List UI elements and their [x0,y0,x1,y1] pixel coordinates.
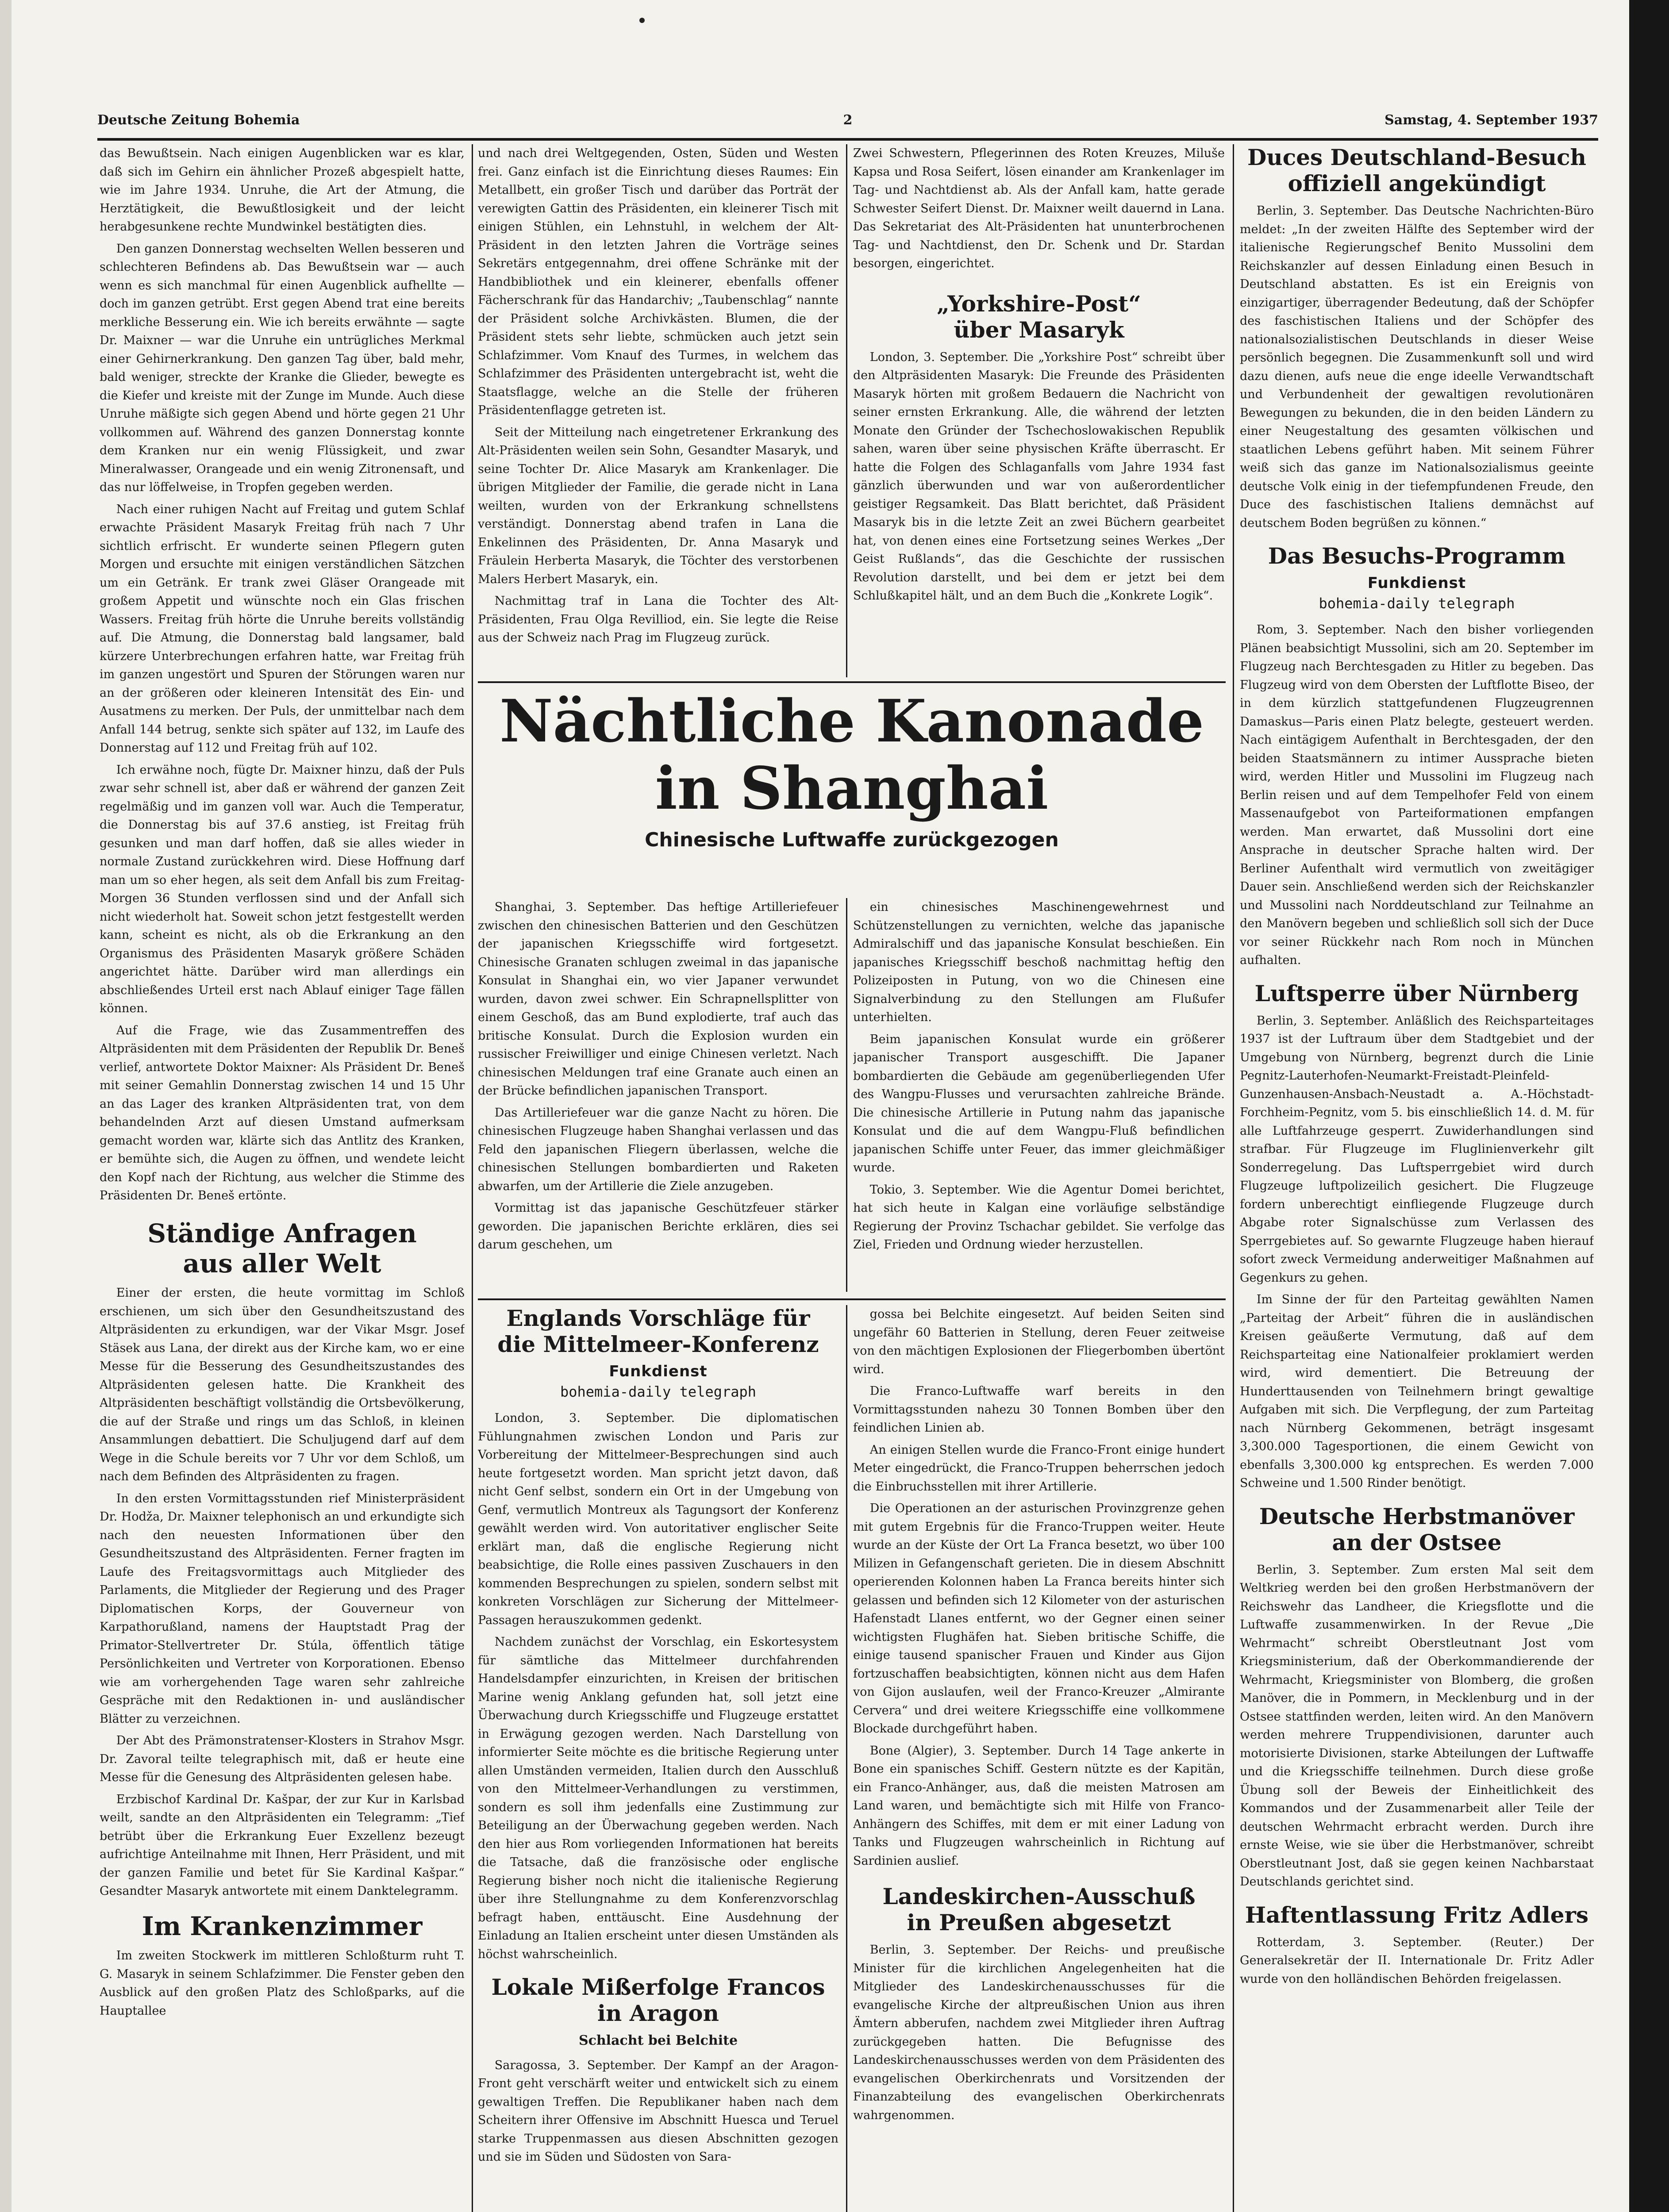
paragraph: Erzbischof Kardinal Dr. Kašpar, der zur Kur in Karlsbad weilt, sandte an den Altpräsidenten ein Telegramm: „Tief betrübt über die Erkrankung Euer Exzellenz bezeugt aufrichtige Anteilnahme mit Ihnen, Herr Präsident, und mit der ganzen Familie und betet für Sie Kardinal Kašpar.“ Gesandter Masaryk antwortete mit einem Danktelegramm. [100,1792,465,1898]
column-2-top [478,144,838,677]
paragraph: Im zweiten Stockwerk im mittleren Schloßturm ruht T. G. Masaryk in seinem Schlafzimmer. Die Fenster geben den Ausblick auf den großen Platz des Schloßparks, auf die Hauptallee [100,1949,465,2018]
headline-line: in Preußen abgesetzt [907,1909,1171,1936]
paragraph: Nachmittag traf in Lana die Tochter des Alt-Präsidenten, Frau Olga Revilliod, ein. Sie legte die Reise aus der Schweiz nach Prag im Flugzeug zurück. [478,594,838,645]
headline-line: in Aragon [597,2000,719,2026]
headline-programm: Das Besuchs-Programm [1268,543,1566,569]
paragraph: Rotterdam, 3. September. (Reuter.) Der Generalsekretär der II. Internationale Dr. Fritz Adler wurde von den holländischen Behörden freigelassen. [1240,1935,1594,1986]
paragraph: Berlin, 3. September. Anläßlich des Reichsparteitages 1937 ist der Luftraum über dem Stadtgebiet und der Umgebung von Nürnberg, begrenzt durch die Linie Pegnitz-Lauterhofen-Neumarkt-Freistadt-Pleinfeld-Gunzenhausen-Ansbach-Neustadt a. A.-Höchstadt-Forchheim-Pegnitz, vom 5. bis einschließlich 14. d. M. für alle Luftfahrzeuge gesperrt. Zuwiderhandlungen sind strafbar. Für Flugzeuge im Fluglinienverkehr gilt Sonderregelung. Das Luftsperrgebiet wird durch Flugzeuge luftpolizeilich gesichert. Die Flugzeuge fordern unberechtigt einfliegende Flugzeuge durch Abgabe roter Signalschüsse zum Verlassen des Sperrgebietes auf. So gewarnte Flugzeuge haben hierauf sofort zweck Vermeidung anderweitiger Maßnahmen auf Gegenkurs zu gehen. [1240,1014,1594,1285]
paragraph: Einer der ersten, die heute vormittag im Schloß erschienen, um sich über den Gesundheitszustand des Altpräsidenten zu erkundigen, war der Vikar Msgr. Josef Stäsek aus Lana, der direkt aus der Kirche kam, wo er eine Messe für die Besserung des Gesundheitszustandes des Altpräsidenten gelesen hatte. Die Krankheit des Altpräsidenten beschäftigt vollständig die Ortsbevölkerung, die auf der Straße und rings um das Schloß, in kleinen Ansammlungen debattiert. Die Schuljugend darf auf dem Wege in die Schule bereits vor 7 Uhr vor dem Schloß, um nach dem Befinden des Altpräsidenten zu fragen. [100,1286,465,1484]
paragraph: An einigen Stellen wurde die Franco-Front einige hundert Meter eingedrückt, die Franco-Truppen beherrschen jedoch die Einbruchsstellen mit ihrer Artillerie. [853,1443,1225,1494]
paragraph: Die Operationen an der asturischen Provinzgrenze gehen mit gutem Ergebnis für die Franco-Truppen weiter. Heute wurde an der Küste der Ort La Franca besetzt, wo über 100 Milizen in Gefangenschaft gerieten. Die in diesem Abschnitt operierenden Kolonnen haben La Franca bereits hinter sich gelassen und befinden sich 12 Kilometer von der asturischen Hafenstadt Llanes entfernt, wo der Gegner einen seiner wichtigsten Flughäfen hat. Sieben britische Schiffe, die einige tausend spanischer Frauen und Kinder aus Gijon fortzuschaffen beabsichtigten, können nicht aus dem Hafen von Gijon auslaufen, weil der Franco-Kreuzer „Almirante Cervera“ und drei weitere Kriegsschiffe eine vollkommene Blockade durchgeführt haben. [853,1502,1225,1736]
paragraph: London, 3. September. Die „Yorkshire Post“ schreibt über den Altpräsidenten Masaryk: Die Freunde des Präsidenten Masaryk hörten mit großem Bedauern die Nachricht von seiner ernsten Erkrankung. Alle, die während der letzten Monate den Gründer der Tschechoslowakischen Republik sahen, waren über seine physischen Kräfte überrascht. Er hatte die Folgen des Schlaganfalls vom Jahre 1934 fast gänzlich überwunden und war von außerordentlicher geistiger Regsamkeit. Das Blatt berichtet, daß Präsident Masaryk bis in die letzte Zeit an zwei Büchern gearbeitet hat, von denen eines eine Fortsetzung seines Werkes „Der Geist Rußlands“, das die Geschichte der russischen Revolution darstellt, und bei dem er jetzt bei dem Schlußkapitel hält, und an dem Buch die „Konkrete Logik“. [853,350,1225,603]
issue-date: Samstag, 4. September 1937 [1384,112,1598,128]
paragraph: Berlin, 3. September. Das Deutsche Nachrichten-Büro meldet: „In der zweiten Hälfte des September wird der italienische Regierungschef Benito Mussolini dem Reichskanzler auf dessen Einladung einen Besuch in Deutschland abstatten. Es ist ein Ereignis von einzigartiger, überragender Bedeutung, daß der Schöpfer des faschistischen Italiens und der Schöpfer des nationalsozialistischen Deutschlands in dieser Weise persönlich begegnen. Die Zusammenkunft soll und wird dazu dienen, aufs neue die enge ideelle Verwandtschaft und Verbundenheit der gewaltigen revolutionären Bewegungen zu bekunden, die in den beiden Ländern zu einer Neugestaltung des gesamten völkischen und staatlichen Lebens geführt haben. Mit seinem Führer weiß sich das ganze im Nationalsozialismus geeinte deutsche Volk einig in der tiefempfundenen Freude, den Duce des faschistischen Italiens demnächst auf deutschem Boden begrüßen zu können.“ [1240,204,1594,530]
headline-anfragen [100,1218,465,1279]
headline-yorkshire [853,291,1225,343]
headline-england [478,1305,838,1357]
headline-nuernberg: Luftsperre über Nürnberg [1254,980,1579,1006]
column-rule [472,144,473,2212]
headline-line: Deutsche Herbstmanöver [1259,1503,1575,1529]
headline-duce [1240,144,1594,196]
headline-line: Englands Vorschläge für [506,1305,810,1331]
column-rule [1233,144,1234,2212]
section-rule [478,1298,1226,1300]
paragraph: Seit der Mitteilung nach eingetretener Erkrankung des Alt-Präsidenten weilen sein Sohn, Gesandter Masaryk, und seine Tochter Dr. Alice Masaryk am Krankenlager. Die übrigen Mitglieder der Familie, die gerade nicht in Lana weilten, wurden von der Erkrankung schnellstens verständigt. Donnerstag abend trafen in Lana die Enkelinnen des Präsidenten, Dr. Anna Masaryk und Fräulein Herberta Masaryk, die Töchter des verstorbenen Malers Herbert Masaryk, ein. [478,425,838,586]
col1-lead-text [100,144,465,1205]
scan-speck [639,18,645,23]
paragraph: Den ganzen Donnerstag wechselten Wellen besseren und schlechteren Befindens ab. Das Bewußtsein war — auch wenn es sich manchmal für einen Augenblick aufhellte — doch im ganzen getrübt. Erst gegen Abend trat eine bereits merkliche Besserung ein. Wie ich bereits erwähnte — sagte Dr. Maixner — war die Unruhe ein untrügliches Merkmal einer Gehirnerkrankung. Den ganzen Tag über, bald mehr, bald weniger, streckte der Kranke die Glieder, bewegte es die Kiefer und kreiste mit der Zunge im Munde. Auch diese Unruhe mäßigte sich gegen Abend und hörte gegen 21 Uhr vollkommen auf. Während des ganzen Donnerstag konnte dem Kranken nur ein wenig Flüssigkeit, und zwar Mineralwasser, Orangeade und ein wenig Zitronensaft, und das nur löffelweise, in Tropfen gegeben werden. [100,242,465,494]
paragraph: Tokio, 3. September. Wie die Agentur Domei berichtet, hat sich heute in Kalgan eine vorläufige selbständige Regierung der Provinz Tschachar gebildet. Sie verfolge das Ziel, Frieden und Ordnung wieder herzustellen. [853,1183,1225,1252]
headline-line: aus aller Welt [183,1248,381,1279]
column-rule [846,144,847,677]
column-rule [846,898,847,1292]
headline-line: die Mittelmeer-Konferenz [497,1331,819,1357]
paragraph: Ich erwähne noch, fügte Dr. Maixner hinzu, daß der Puls zwar sehr schnell ist, aber daß er während der ganzen Zeit regelmäßig und im ganzen voll war. Auch die Temperatur, die Donnerstag bis auf 37.6 anstieg, ist Freitag früh gesunken und man darf hoffen, daß sie alles wieder in normale Zustand zurückkehren wird. Diese Hoffnung darf man um so eher hegen, als seit dem Anfall bis zum Freitag-Morgen 36 Stunden verflossen sind und der Anfall sich nicht wiederholt hat. Soweit schon jetzt festgestellt werden kann, scheint es nicht, als ob die Erkrankung an den Organismus des Präsidenten Masaryk größere Schäden angerichtet hätte. Darüber wird man allerdings ein abschließendes Urteil erst nach Ablauf einiger Tage fällen können. [100,763,465,1015]
paragraph: das Bewußtsein. Nach einigen Augenblicken war es klar, daß sich im Gehirn ein ähnlicher Prozeß abgespielt hatte, wie im Jahre 1934. Unruhe, die Art der Atmung, die Herztätigkeit, die Bewußtlosigkeit und der leicht herabgesunkene rechte Mundwinkel bestätigten dies. [100,146,465,234]
wire-service-name: bohemia-daily telegraph [1319,595,1515,612]
column-4 [1240,144,1594,2212]
page-number: 2 [843,112,853,128]
shanghai-right-text [853,898,1225,1292]
paragraph: Berlin, 3. September. Der Reichs- und preußische Minister für die kirchlichen Angelegenheiten hat die Mitglieder des Landeskirchenausschusses für die evangelische Kirche der altpreußischen Union aus ihren Ämtern abberufen, nachdem zwei Mitglieder ihren Auftrag zurückgegeben hatten. Die Befugnisse des Landeskirchenausschusses werden von dem Präsidenten des evangelischen Oberkirchenrats und Vorsitzenden der Finanzabteilung des evangelischen Oberkirchenrats wahrgenommen. [853,1943,1225,2122]
paragraph: In den ersten Vormittagsstunden rief Ministerpräsident Dr. Hodža, Dr. Maixner telephonisch an und erkundigte sich nach den neuesten Informationen über den Gesundheitszustand des Altpräsidenten. Ferner fragten im Laufe des Freitagsvormittags auch Mitglieder des Parlaments, die Mitglieder der Regierung und des Prager Diplomatischen Korps, der Gouverneur von Karpathorußland, namens der Hauptstadt Prag der Primator-Stellvertreter Dr. Stúla, öffentlich tätige Persönlichkeiten und Vertreter von Korporationen. Ebenso wie am vorhergehenden Tage waren sehr zahlreiche Gespräche mit den Redaktionen in- und ausländischer Blätter zu verzeichnen. [100,1491,465,1726]
headline-line: Ständige Anfragen [147,1218,417,1248]
page-header [97,103,1598,138]
banner-headline-line-1: Nächtliche Kanonade [499,687,1204,756]
column-1 [100,144,465,2212]
paragraph: Im Sinne der für den Parteitag gewählten Namen „Parteitag der Arbeit“ führen die in ausländischen Kreisen geäußerte Vermutung, daß auf dem Reichsparteitag eine Nationalfeier proklamiert werden wird, wird dementiert. Die Betreuung der Hunderttausenden von Teilnehmern bringt gewaltige Aufgaben mit sich. Die Verpflegung, der zum Parteitag nach Nürnberg Gekommenen, beträgt insgesamt 3,300.000 Tagesportionen, die einem Gewicht von ebenfalls 3,300.000 kg entsprechen. Es werden 7.000 Schweine und 1.500 Rinder benötigt. [1240,1293,1594,1490]
headline-line: an der Ostsee [1332,1529,1502,1555]
paragraph: Berlin, 3. September. Zum ersten Mal seit dem Weltkrieg werden bei den großen Herbstmanövern der Reichswehr das Landheer, die Kriegsflotte und die Luftwaffe zusammenwirken. In der Revue „Die Wehrmacht“ schreibt Oberstleutnant Jost vom Kriegsministerium, daß der Oberkommandierende der Wehrmacht, Kriegsminister von Blomberg, die großen Manöver, die in Pommern, in Mecklenburg und in der Ostsee stattfinden werden, leiten wird. An den Manövern werden mehrere Truppendivisionen, darunter auch motorisierte Divisionen, starke Abteilungen der Luftwaffe und die Kriegsschiffe teilnehmen. Durch diese große Übung soll der Beweis der Einheitlichkeit des Kommandos und der Zusammenarbeit aller Teile der deutschen Wehrmacht erbracht werden. Durch ihre ernste Weise, wie sie über die Herbstmanöver, schreibt Oberstleutnant Jost, daß sie gegen keinen Nachbarstaat Deutschlands gerichtet sind. [1240,1563,1594,1889]
paragraph: Der Abt des Prämonstratenser-Klosters in Strahov Msgr. Dr. Zavoral teilte telegraphisch mit, daß er heute eine Messe für die Genesung des Altpräsidenten gelesen habe. [100,1734,465,1785]
scan-edge-left [0,0,12,2212]
shanghai-banner [478,688,1226,909]
headline-adler: Haftentlassung Fritz Adlers [1245,1901,1589,1928]
paragraph: Saragossa, 3. September. Der Kampf an der Aragon-Front geht verschärft weiter und entwickelt sich zu einem gewaltigen Treffen. Die Republikaner haben nach dem Scheitern ihrer Offensive im Abschnitt Huesca und Teruel starke Truppenmassen aus diesen Abschnitten gezogen und sie im Süden und Südosten von Sara- [478,2058,838,2164]
paragraph: ein chinesisches Maschinengewehrnest und Schützenstellungen zu vernichten, welche das japanische Admiralschiff und das japanische Konsulat beschießen. Ein japanisches Kriegsschiff beschoß nachmittag heftig den Polizeiposten in Putung, von wo die Chinesen eine Signalverbindung zu den Stellungen am Flußufer unterhielten. [853,900,1225,1024]
paragraph: Bone (Algier), 3. September. Durch 14 Tage ankerte in Bone ein spanisches Schiff. Gestern nützte es der Kapitän, ein Franco-Anhänger, aus, daß die meisten Matrosen am Land waren, und bemächtigte sich mit Hilfe von Franco-Anhängern des Schiffes, mit dem er mit einer Ladung von Tanks und Flugzeugen wahrscheinlich in Richtung auf Sardinien auslief. [853,1743,1225,1868]
paragraph: Nach einer ruhigen Nacht auf Freitag und gutem Schlaf erwachte Präsident Masaryk Freitag früh nach 7 Uhr sichtlich erfrischt. Er wunderte seinen Pflegern guten Morgen und ersuchte mit einigen verständlichen Sätzchen um ein Getränk. Er trank zwei Gläser Orangeade mit großem Appetit und wünschte noch ein Glas frischen Wassers. Freitag früh hörte die Unruhe bereits vollständig auf. Die Atmung, die Donnerstag bald langsamer, bald kürzere Unterbrechungen erfahren hatte, war Freitag früh im ganzen ungestört und Spuren der Störungen waren nur an der größeren oder kleineren Intensität des Ein- und Ausatmens zu merken. Der Puls, der unmittelbar nach dem Anfall 144 betrug, senkte sich später auf 132, im Laufe des Donnerstag auf 112 und Freitag früh auf 102. [100,502,465,755]
headline-line: Duces Deutschland-Besuch [1247,144,1586,170]
wire-service: Funkdienst [1367,574,1466,592]
newspaper-name: Deutsche Zeitung Bohemia [97,112,300,128]
aragon-column [853,1305,1225,2212]
paragraph: Die Franco-Luftwaffe warf bereits in den Vormittagsstunden nahezu 30 Tonnen Bomben über den feindlichen Linien ab. [853,1384,1225,1435]
headline-krankenzimmer: Im Krankenzimmer [142,1911,423,1941]
shanghai-left-text [478,898,838,1292]
wire-service: Funkdienst [609,1363,708,1380]
headline-landeskirchen [853,1883,1225,1936]
paragraph: Auf die Frage, wie das Zusammentreffen des Altpräsidenten mit dem Präsidenten der Republik Dr. Beneš verlief, antwortete Doktor Maixner: Als Präsident Dr. Beneš mit seiner Gemahlin Donnerstag zwischen 14 und 15 Uhr an das Lager des kranken Altpräsidenten trat, von dem behandelnden Arzt auf diesen Umstand aufmerksam gemacht worden war, klärte sich das Antlitz des Kranken, er bemühte sich, die Augen zu öffnen, und wendete leicht den Kopf nach der Richtung, aus welcher die Stimme des Präsidenten Dr. Beneš ertönte. [100,1023,465,1202]
paragraph: Shanghai, 3. September. Das heftige Artilleriefeuer zwischen den chinesischen Batterien und den Geschützen der japanischen Kriegsschiffe wird fortgesetzt. Chinesische Granaten schlugen zweimal in das japanische Konsulat in Shanghai ein, wo vier Japaner verwundet wurden, davon zwei schwer. Ein Schrapnellsplitter von einem Geschoß, das am Bund explodierte, traf auch das britische Konsulat. Durch die Explosion wurden ein russischer Freiwilliger und einige Chinesen verletzt. Nach chinesischen Meldungen traf eine Granate auch einen an der Brücke befindlichen japanischen Transport. [478,900,838,1098]
paragraph: Das Artilleriefeuer war die ganze Nacht zu hören. Die chinesischen Flugzeuge haben Shanghai verlassen und das Feld den japanischen Fliegern überlassen, welche die chinesischen Stellungen bombardierten und Raketen abwarfen, um der Artillerie die Ziele anzugeben. [478,1106,838,1193]
column-3-top [853,144,1225,677]
banner-deck: Chinesische Luftwaffe zurückgezogen [645,828,1059,851]
headline-line: offiziell angekündigt [1288,170,1546,196]
paragraph: Rom, 3. September. Nach den bisher vorliegenden Plänen beabsichtigt Mussolini, sich am 20. September im Flugzeug nach Berchtesgaden zu Hitler zu begeben. Das Flugzeug wird von dem Obersten der Luftflotte Biseo, der in dem kürzlich stattgefundenen Flugzeugrennen Damaskus—Paris einen Platz belegte, gesteuert werden. Nach eintägigem Aufenthalt in Berchtesgaden, der den beiden Staatsmännern zu intimer Aussprache bieten wird, werden Hitler und Mussolini im Flugzeug nach Berlin reisen und auf dem Tempelhofer Feld von einem Massenaufgebot von Parteiformationen empfangen werden. Man erwartet, daß Mussolini dort eine Ansprache in deutscher Sprache halten wird. Der Berliner Aufenthalt wird vermutlich von zweitägiger Dauer sein. Anschließend werden sich der Reichskanzler und Mussolini nach Norddeutschland zur Teilnahme an den Manövern begeben und schließlich soll sich der Duce vor seiner Rückkehr nach Rom noch in München aufhalten. [1240,623,1594,967]
paragraph: London, 3. September. Die diplomatischen Fühlungnahmen zwischen London und Paris zur Vorbereitung der Mittelmeer-Besprechungen sind auch heute fortgesetzt worden. Man spricht jetzt davon, daß nicht Genf selbst, sondern ein Ort in der Umgebung von Genf, vermutlich Montreux als Tagungsort der Konferenz gewählt werden wird. Von autoritativer englischer Seite erklärt man, daß die englische Regierung nicht beabsichtige, die Rolle eines passiven Zuschauers in den kommenden Besprechungen zu spielen, sondern selbst mit konkreten Vorschlägen zur Sicherung der Mittelmeer-Passagen herauszukommen gedenkt. [478,1411,838,1627]
england-column [478,1305,838,2212]
paragraph: gossa bei Belchite eingesetzt. Auf beiden Seiten sind ungefähr 60 Batterien in Stellung, deren Feuer zeitweise von den mächtigen Explosionen der Fliegerbomben übertönt wird. [853,1307,1225,1376]
paragraph: und nach drei Weltgegenden, Osten, Süden und Westen frei. Ganz einfach ist die Einrichtung dieses Raumes: Ein Metallbett, ein großer Tisch und darüber das Porträt der verewigten Gattin des Präsidenten, ein kleinerer Tisch mit einigen Stühlen, ein Lehnstuhl, in welchem der Alt-Präsident in den letzten Jahren die Vorträge seines Sekretärs entgegennahm, drei offene Schränke mit der Handbibliothek und ein kleinerer, ebenfalls offener Fächerschrank für das Handarchiv; „Taubenschlag“ nannte der Präsident solche Archivkästen. Blumen, die der Präsident stets sehr liebte, schmücken auch jetzt sein Schlafzimmer. Vom Knauf des Turmes, in welchem das Schlafzimmer des Präsidenten untergebracht ist, weht die Staatsflagge, welche an die Stelle der früheren Präsidentenflagge getreten ist. [478,146,838,417]
headline-line: Landeskirchen-Ausschuß [882,1883,1196,1909]
headline-franco [478,1974,838,2026]
paragraph: Nachdem zunächst der Vorschlag, ein Eskortesystem für sämtliche das Mittelmeer durchfahrenden Handelsdampfer einzurichten, in Kreisen der britischen Marine wenig Anklang gefunden hat, soll jetzt eine Überwachung durch Kriegsschiffe und Flugzeuge erstattet in Erwägung gezogen werden. Nach Darstellung von informierter Seite möchte es die britische Regierung unter allen Umständen vermeiden, Italien durch den Ausschluß von den Mittelmeer-Verhandlungen zu verstimmen, sondern es soll ihm jedenfalls eine Zustimmung zur Beteiligung an der Überwachung gegeben werden. Nach den hier aus Rom vorliegenden Informationen hat bereits die Tatsache, daß die französische oder englische Regierung bisher noch nicht die italienische Regierung über ihre Stellungnahme zu dem Konferenzvorschlag befragt haben, enttäuscht. Eine Ausdehnung der Einladung an Italien erscheint unter diesen Umständen als höchst wahrscheinlich. [478,1635,838,1961]
banner-top-rule [478,681,1226,683]
wire-service-name: bohemia-daily telegraph [560,1383,757,1400]
paragraph: Beim japanischen Konsulat wurde ein größerer japanischer Transport ausgeschifft. Die Japaner bombardierten die Gebäude am gegenüberliegenden Ufer des Wangpu-Flusses und verursachten zahlreiche Brände. Die chinesische Artillerie in Putung nahm das japanische Konsulat und die auf dem Wangpu-Fluß befindlichen japanischen Schiffe unter Feuer, das immer gleichmäßiger wurde. [853,1032,1225,1175]
scan-edge-right [1629,0,1669,2212]
headline-line: über Masaryk [954,316,1124,343]
headline-line: Lokale Mißerfolge Francos [491,1974,825,2000]
subheadline-belchite: Schlacht bei Belchite [578,2033,738,2048]
banner-headline-line-2: in Shanghai [655,754,1049,823]
headline-line: „Yorkshire-Post“ [937,290,1141,317]
column-rule [846,1305,847,2212]
paragraph: Vormittag ist das japanische Geschützfeuer stärker geworden. Die japanischen Berichte erklären, dies sei darum geschehen, um [478,1201,838,1252]
paragraph: Zwei Schwestern, Pflegerinnen des Roten Kreuzes, Miluše Kapsa und Rosa Seifert, lösen einander am Krankenlager im Tag- und Nachtdienst ab. Als der Anfall kam, hatte gerade Schwester Seifert Dienst. Dr. Maixner weilt dauernd in Lana. Das Sekretariat des Alt-Präsidenten hat ununterbrochenen Tag- und Nachtdienst, den Dr. Schenk und Dr. Stardan besorgen, eingerichtet. [853,146,1225,270]
header-rule [97,138,1598,141]
headline-herbstmanoever [1240,1503,1594,1555]
